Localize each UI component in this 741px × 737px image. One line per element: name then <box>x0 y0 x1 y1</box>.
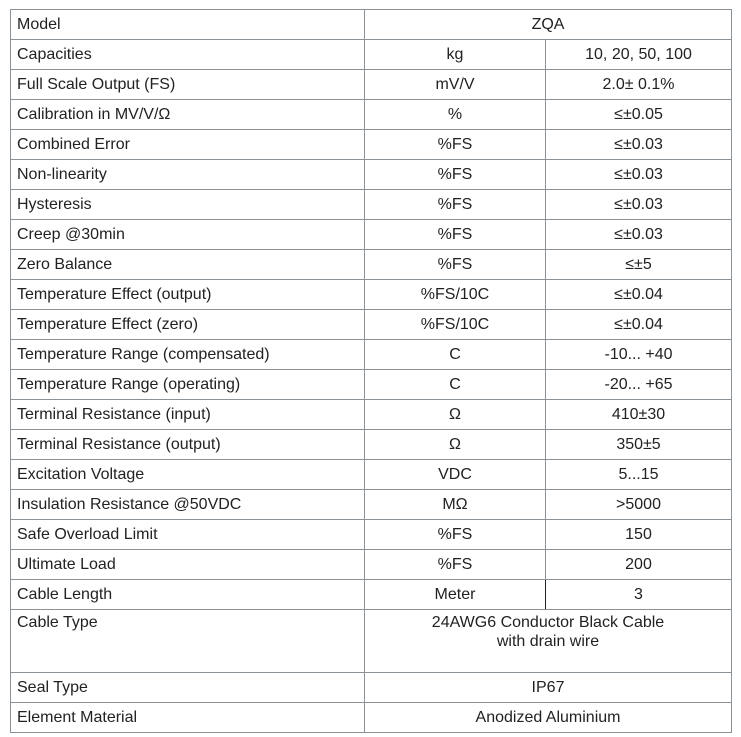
unit-cell: %FS <box>365 190 546 220</box>
value-cell: ≤±0.04 <box>546 280 732 310</box>
param-label: Hysteresis <box>11 190 365 220</box>
value-cell: 5...15 <box>546 460 732 490</box>
unit-cell: Meter <box>365 580 546 610</box>
specification-table <box>10 9 732 733</box>
unit-cell: Ω <box>365 400 546 430</box>
param-label: Safe Overload Limit <box>11 520 365 550</box>
unit-cell: % <box>365 100 546 130</box>
unit-cell: %FS/10C <box>365 280 546 310</box>
unit-cell: Ω <box>365 430 546 460</box>
unit-cell: MΩ <box>365 490 546 520</box>
param-label: Zero Balance <box>11 250 365 280</box>
table-row-element-material <box>11 703 732 733</box>
table-row <box>11 100 732 130</box>
unit-cell: mV/V <box>365 70 546 100</box>
table-row <box>11 490 732 520</box>
value-cell: 10, 20, 50, 100 <box>546 40 732 70</box>
value-cell: 2.0± 0.1% <box>546 70 732 100</box>
value-cell: 3 <box>546 580 732 610</box>
param-label: Element Material <box>11 703 365 733</box>
param-label: Creep @30min <box>11 220 365 250</box>
table-row <box>11 220 732 250</box>
table-row <box>11 430 732 460</box>
table-row <box>11 400 732 430</box>
unit-cell: C <box>365 340 546 370</box>
value-cell: ≤±0.03 <box>546 190 732 220</box>
param-label: Calibration in MV/V/Ω <box>11 100 365 130</box>
table-row <box>11 550 732 580</box>
unit-cell: %FS <box>365 130 546 160</box>
table-row <box>11 40 732 70</box>
param-label: Non-linearity <box>11 160 365 190</box>
table-row <box>11 160 732 190</box>
table-row-seal-type <box>11 673 732 703</box>
table-row <box>11 190 732 220</box>
table-row <box>11 460 732 490</box>
param-label: Cable Length <box>11 580 365 610</box>
table-row <box>11 250 732 280</box>
cable-type-line-2: with drain wire <box>496 633 600 650</box>
unit-cell: %FS/10C <box>365 310 546 340</box>
value-cell: 200 <box>546 550 732 580</box>
value-cell: ≤±0.03 <box>546 160 732 190</box>
unit-cell: kg <box>365 40 546 70</box>
table-row <box>11 370 732 400</box>
table-row <box>11 280 732 310</box>
value-cell: >5000 <box>546 490 732 520</box>
value-cell: ≤±0.04 <box>546 310 732 340</box>
seal-type-value: IP67 <box>365 673 732 703</box>
table-row-cable-type <box>11 610 732 673</box>
table-row-model <box>11 10 732 40</box>
param-label: Insulation Resistance @50VDC <box>11 490 365 520</box>
param-label: Temperature Effect (zero) <box>11 310 365 340</box>
table-row <box>11 70 732 100</box>
cable-type-line-1: 24AWG6 Conductor Black Cable <box>431 614 665 631</box>
param-label: Cable Type <box>11 610 365 673</box>
param-label: Temperature Range (compensated) <box>11 340 365 370</box>
param-label: Seal Type <box>11 673 365 703</box>
param-label: Terminal Resistance (input) <box>11 400 365 430</box>
table-row <box>11 130 732 160</box>
value-cell: 350±5 <box>546 430 732 460</box>
unit-cell: VDC <box>365 460 546 490</box>
table-row <box>11 310 732 340</box>
param-label: Excitation Voltage <box>11 460 365 490</box>
model-value: ZQA <box>365 10 732 40</box>
value-cell: ≤±0.03 <box>546 130 732 160</box>
unit-cell: C <box>365 370 546 400</box>
unit-cell: %FS <box>365 250 546 280</box>
table-row <box>11 580 732 610</box>
unit-cell: %FS <box>365 520 546 550</box>
value-cell: -20... +65 <box>546 370 732 400</box>
param-label: Model <box>11 10 365 40</box>
param-label: Temperature Range (operating) <box>11 370 365 400</box>
value-cell: 410±30 <box>546 400 732 430</box>
value-cell: ≤±5 <box>546 250 732 280</box>
param-label: Capacities <box>11 40 365 70</box>
table-row <box>11 340 732 370</box>
element-material-value: Anodized Aluminium <box>365 703 732 733</box>
param-label: Temperature Effect (output) <box>11 280 365 310</box>
param-label: Full Scale Output (FS) <box>11 70 365 100</box>
table-row <box>11 520 732 550</box>
unit-cell: %FS <box>365 220 546 250</box>
value-cell: ≤±0.05 <box>546 100 732 130</box>
param-label: Terminal Resistance (output) <box>11 430 365 460</box>
param-label: Ultimate Load <box>11 550 365 580</box>
unit-cell: %FS <box>365 550 546 580</box>
cable-type-value <box>365 610 732 673</box>
value-cell: -10... +40 <box>546 340 732 370</box>
value-cell: ≤±0.03 <box>546 220 732 250</box>
param-label: Combined Error <box>11 130 365 160</box>
unit-cell: %FS <box>365 160 546 190</box>
value-cell: 150 <box>546 520 732 550</box>
